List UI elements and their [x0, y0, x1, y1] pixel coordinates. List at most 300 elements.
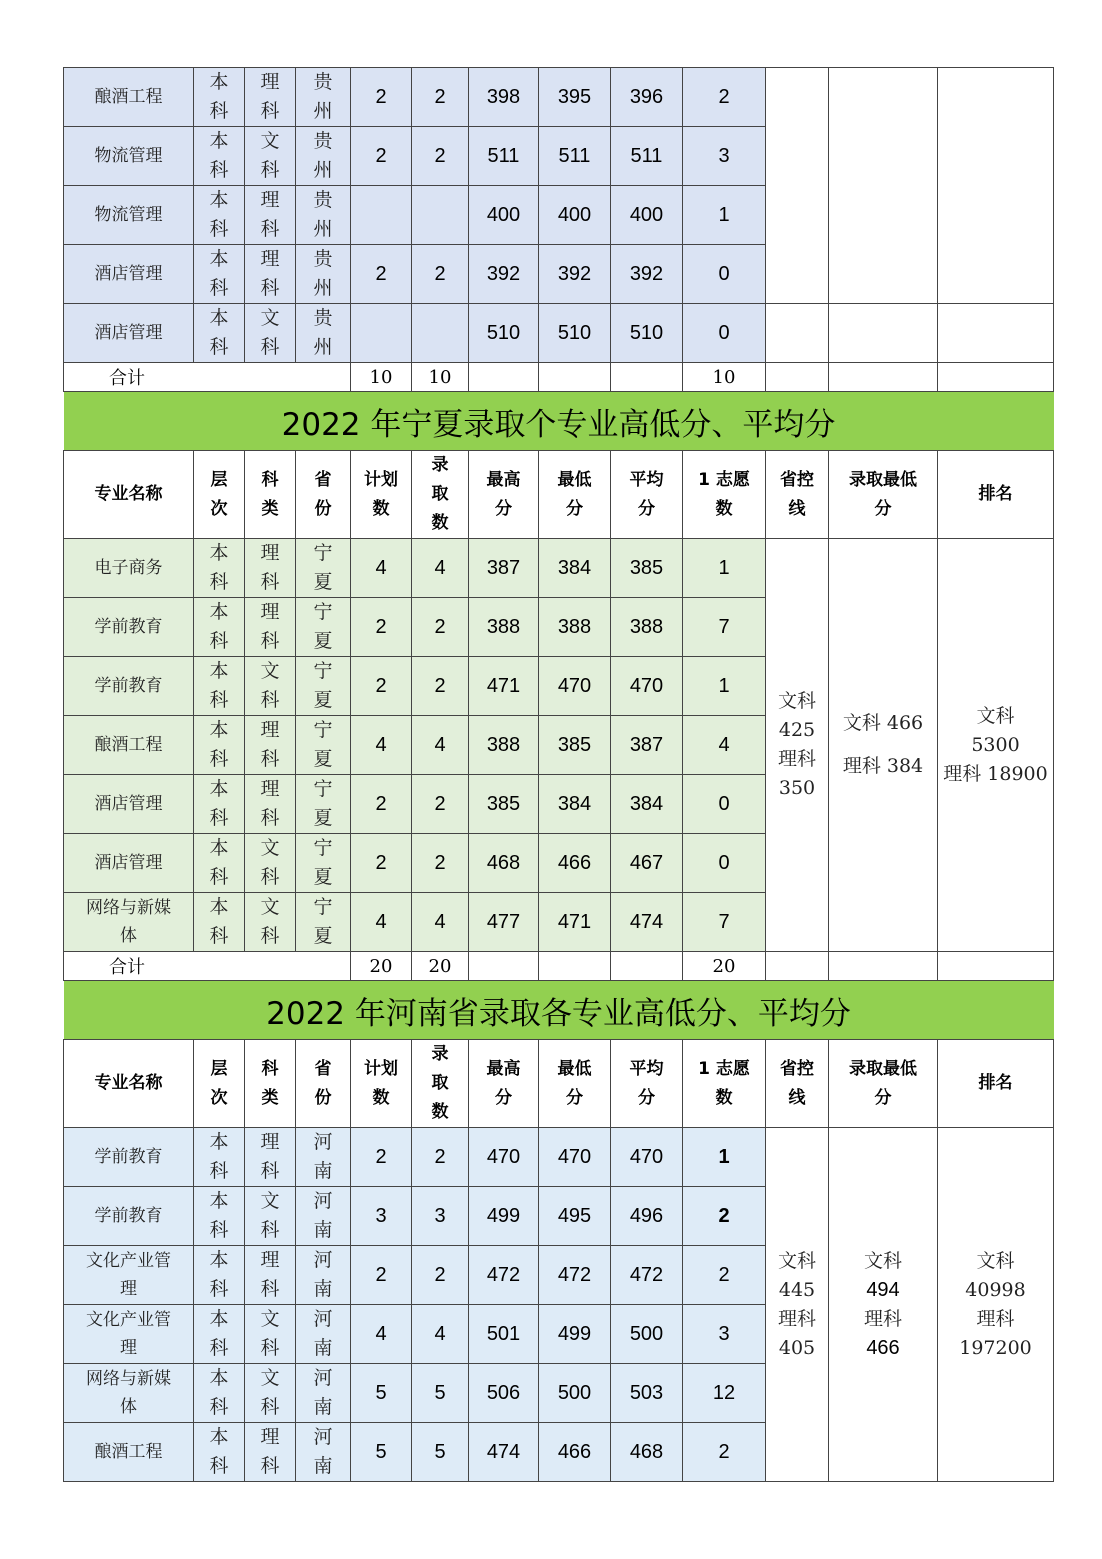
category-char: 理 — [260, 1131, 280, 1153]
admitted-count: 2 — [412, 127, 469, 186]
level-char: 科 — [209, 1396, 229, 1418]
level-char: 本 — [209, 837, 229, 859]
header-line: 最高 — [486, 1058, 521, 1079]
rank-text: 理科 18900 — [943, 762, 1048, 785]
min-score: 466 — [539, 834, 611, 893]
province-cell — [296, 834, 351, 893]
max-score: 474 — [469, 1423, 539, 1482]
province-cell — [296, 598, 351, 657]
category-cell — [245, 893, 296, 952]
major-name-line: 体 — [120, 1397, 137, 1417]
col-header-plan — [351, 1040, 412, 1128]
col-header-province — [296, 451, 351, 539]
total-empty — [611, 363, 683, 392]
province-char: 宁 — [313, 778, 333, 800]
max-score: 499 — [469, 1187, 539, 1246]
province-char: 宁 — [313, 660, 333, 682]
min-score: 392 — [539, 245, 611, 304]
control-line-cell — [766, 68, 829, 304]
level-char: 本 — [209, 1367, 229, 1389]
header-line: 分 — [638, 1087, 655, 1108]
total-empty — [469, 363, 539, 392]
level-char: 科 — [209, 925, 229, 947]
rank-cell — [938, 1128, 1054, 1482]
header-line: 层 — [210, 469, 228, 490]
header-line: 分 — [566, 1087, 583, 1108]
first-choice-count: 7 — [683, 598, 766, 657]
admitted-count — [412, 186, 469, 245]
plan-count: 2 — [351, 834, 412, 893]
level-char: 本 — [209, 1426, 229, 1448]
major-name-text: 酿酒工程 — [94, 735, 163, 755]
category-char: 科 — [260, 807, 280, 829]
header-line: 分 — [874, 498, 892, 519]
min-admit-text: 理科 — [863, 1307, 902, 1330]
total-label: 合计 — [64, 952, 351, 981]
first-choice-count: 1 — [683, 1128, 766, 1187]
level-cell — [194, 598, 245, 657]
rank-text: 理科 — [976, 1307, 1015, 1330]
min-score: 395 — [539, 68, 611, 127]
category-cell — [245, 186, 296, 245]
province-char: 夏 — [313, 689, 333, 711]
header-line: 层 — [210, 1058, 228, 1079]
min-score: 470 — [539, 1128, 611, 1187]
province-cell — [296, 1128, 351, 1187]
plan-count: 3 — [351, 1187, 412, 1246]
total-row — [64, 363, 1054, 392]
level-char: 本 — [209, 1131, 229, 1153]
header-line: 最高 — [486, 469, 521, 490]
min-admit-cell — [829, 304, 938, 363]
column-header-row — [64, 451, 1054, 539]
major-name — [64, 1423, 194, 1482]
total-plan: 20 — [351, 952, 412, 981]
admitted-count: 5 — [412, 1423, 469, 1482]
category-char: 理 — [260, 778, 280, 800]
category-cell — [245, 127, 296, 186]
level-char: 科 — [209, 100, 229, 122]
category-char: 文 — [260, 896, 280, 918]
plan-count: 2 — [351, 1128, 412, 1187]
category-char: 科 — [260, 866, 280, 888]
plan-count: 2 — [351, 1246, 412, 1305]
total-empty — [829, 363, 938, 392]
header-line: 分 — [495, 1087, 512, 1108]
rank-cell — [938, 68, 1054, 304]
total-empty — [938, 952, 1054, 981]
major-name — [64, 304, 194, 363]
province-char: 州 — [313, 218, 333, 240]
avg-score: 510 — [611, 304, 683, 363]
category-cell — [245, 1128, 296, 1187]
header-line: 次 — [210, 498, 228, 519]
major-name — [64, 1128, 194, 1187]
province-cell — [296, 68, 351, 127]
province-cell — [296, 1423, 351, 1482]
max-score: 388 — [469, 716, 539, 775]
level-char: 科 — [209, 807, 229, 829]
avg-score: 400 — [611, 186, 683, 245]
first-choice-count: 2 — [683, 1187, 766, 1246]
max-score: 477 — [469, 893, 539, 952]
first-choice-count: 3 — [683, 1305, 766, 1364]
category-char: 科 — [260, 1219, 280, 1241]
province-char: 南 — [313, 1160, 333, 1182]
level-cell — [194, 68, 245, 127]
level-char: 本 — [209, 1249, 229, 1271]
min-score: 385 — [539, 716, 611, 775]
province-char: 夏 — [313, 571, 333, 593]
header-line: 平均 — [629, 469, 664, 490]
header-line: 录 — [431, 1044, 449, 1064]
province-char: 南 — [313, 1219, 333, 1241]
admitted-count: 2 — [412, 834, 469, 893]
category-char: 科 — [260, 689, 280, 711]
rank-text: 40998 — [965, 1278, 1026, 1301]
level-char: 本 — [209, 778, 229, 800]
province-char: 贵 — [313, 189, 333, 211]
table-row — [64, 1128, 1054, 1187]
admitted-count: 2 — [412, 657, 469, 716]
category-char: 科 — [260, 1160, 280, 1182]
major-name-text: 电子商务 — [94, 558, 163, 578]
province-char: 河 — [313, 1131, 333, 1153]
avg-score: 470 — [611, 1128, 683, 1187]
col-header-level — [194, 1040, 245, 1128]
max-score: 472 — [469, 1246, 539, 1305]
col-header-min-admit — [829, 451, 938, 539]
major-name-line: 体 — [120, 926, 137, 946]
admitted-count: 3 — [412, 1187, 469, 1246]
total-empty — [539, 363, 611, 392]
level-char: 本 — [209, 542, 229, 564]
col-header-rank: 排名 — [938, 1040, 1054, 1128]
level-cell — [194, 716, 245, 775]
province-char: 河 — [313, 1308, 333, 1330]
plan-count: 5 — [351, 1364, 412, 1423]
col-header-plan — [351, 451, 412, 539]
category-char: 科 — [260, 925, 280, 947]
level-cell — [194, 893, 245, 952]
admitted-count: 4 — [412, 893, 469, 952]
admitted-count: 4 — [412, 539, 469, 598]
category-char: 理 — [260, 601, 280, 623]
rank-text: 5300 — [971, 733, 1020, 756]
province-cell — [296, 1246, 351, 1305]
first-choice-count: 1 — [683, 657, 766, 716]
province-char: 贵 — [313, 71, 333, 93]
level-cell — [194, 775, 245, 834]
header-line: 科 — [261, 1058, 279, 1079]
category-cell — [245, 598, 296, 657]
province-cell — [296, 186, 351, 245]
control-line-cell — [766, 304, 829, 363]
first-choice-count: 3 — [683, 127, 766, 186]
category-char: 科 — [260, 748, 280, 770]
section-title-row — [64, 981, 1054, 1040]
level-cell — [194, 304, 245, 363]
major-name-line: 理 — [120, 1338, 137, 1358]
header-line: 数 — [372, 498, 390, 519]
avg-score: 496 — [611, 1187, 683, 1246]
header-line: 录 — [431, 455, 449, 475]
min-score: 466 — [539, 1423, 611, 1482]
level-char: 科 — [209, 218, 229, 240]
total-first-choice: 10 — [683, 363, 766, 392]
province-cell — [296, 539, 351, 598]
plan-count: 4 — [351, 539, 412, 598]
first-choice-count: 1 — [683, 539, 766, 598]
category-char: 理 — [260, 1426, 280, 1448]
admitted-count: 4 — [412, 716, 469, 775]
total-first-choice: 20 — [683, 952, 766, 981]
level-cell — [194, 1128, 245, 1187]
total-row — [64, 952, 1054, 981]
level-char: 本 — [209, 1308, 229, 1330]
min-admit-cell — [829, 539, 938, 952]
major-name — [64, 68, 194, 127]
category-cell — [245, 1305, 296, 1364]
major-name — [64, 716, 194, 775]
header-line: 取 — [431, 1073, 449, 1093]
major-name-text: 学前教育 — [94, 1147, 163, 1167]
avg-score: 470 — [611, 657, 683, 716]
header-line: 录取最低 — [849, 469, 917, 490]
admitted-count: 2 — [412, 775, 469, 834]
header-line: 类 — [261, 1087, 279, 1108]
level-cell — [194, 127, 245, 186]
level-cell — [194, 539, 245, 598]
major-name-text: 物流管理 — [94, 205, 163, 225]
category-cell — [245, 775, 296, 834]
col-header-avg — [611, 451, 683, 539]
category-cell — [245, 657, 296, 716]
admitted-count: 2 — [412, 1246, 469, 1305]
admitted-count: 5 — [412, 1364, 469, 1423]
admission-scores-document — [63, 67, 1053, 1482]
total-empty — [539, 952, 611, 981]
min-admit-text: 文科 466 — [842, 712, 924, 734]
control-line-text: 425 — [778, 719, 816, 741]
avg-score: 500 — [611, 1305, 683, 1364]
col-header-control-line — [766, 451, 829, 539]
total-plan: 10 — [351, 363, 412, 392]
major-name-text: 学前教育 — [94, 617, 163, 637]
first-choice-count: 12 — [683, 1364, 766, 1423]
level-char: 本 — [209, 1190, 229, 1212]
level-char: 科 — [209, 1219, 229, 1241]
province-char: 河 — [313, 1426, 333, 1448]
major-name-text: 酒店管理 — [94, 794, 163, 814]
level-char: 本 — [209, 719, 229, 741]
header-line: 省 — [314, 1058, 332, 1079]
level-char: 科 — [209, 1455, 229, 1477]
major-name — [64, 1246, 194, 1305]
province-char: 州 — [313, 159, 333, 181]
header-line: 次 — [210, 1087, 228, 1108]
category-char: 文 — [260, 1367, 280, 1389]
category-char: 科 — [260, 277, 280, 299]
col-header-province — [296, 1040, 351, 1128]
control-line-text: 445 — [778, 1278, 816, 1301]
major-name-line: 文化产业管 — [86, 1251, 171, 1271]
col-header-first-choice — [683, 1040, 766, 1128]
control-line-text: 405 — [778, 1336, 816, 1359]
avg-score: 503 — [611, 1364, 683, 1423]
plan-count: 4 — [351, 716, 412, 775]
major-name-text: 学前教育 — [94, 1206, 163, 1226]
avg-score: 467 — [611, 834, 683, 893]
plan-count: 2 — [351, 657, 412, 716]
control-line-cell — [766, 539, 829, 952]
header-line: 线 — [788, 1087, 806, 1108]
category-char: 理 — [260, 189, 280, 211]
control-line-text: 文科 — [777, 1249, 816, 1272]
province-char: 南 — [313, 1455, 333, 1477]
major-name-text: 酒店管理 — [94, 853, 163, 873]
level-char: 科 — [209, 159, 229, 181]
control-line-text: 文科 — [777, 690, 816, 712]
max-score: 385 — [469, 775, 539, 834]
province-char: 贵 — [313, 248, 333, 270]
category-char: 文 — [260, 1190, 280, 1212]
level-cell — [194, 186, 245, 245]
major-name — [64, 127, 194, 186]
min-admit-text: 494 — [866, 1278, 900, 1301]
province-cell — [296, 893, 351, 952]
header-line: 省控 — [780, 1058, 814, 1079]
table-row — [64, 304, 1054, 363]
col-header-min-admit — [829, 1040, 938, 1128]
major-name-text: 酒店管理 — [94, 264, 163, 284]
level-char: 科 — [209, 689, 229, 711]
major-name — [64, 598, 194, 657]
major-name — [64, 657, 194, 716]
major-name — [64, 186, 194, 245]
header-line: 科 — [261, 469, 279, 490]
rank-text: 文科 — [976, 1249, 1015, 1272]
min-score: 511 — [539, 127, 611, 186]
min-admit-text: 466 — [866, 1336, 900, 1359]
level-char: 科 — [209, 1337, 229, 1359]
major-name-text: 学前教育 — [94, 676, 163, 696]
header-line: 数 — [715, 498, 733, 519]
min-score: 471 — [539, 893, 611, 952]
category-char: 理 — [260, 719, 280, 741]
admitted-count: 2 — [412, 598, 469, 657]
section-title: 2022 年河南省录取各专业高低分、平均分 — [64, 981, 1054, 1040]
category-char: 科 — [260, 159, 280, 181]
header-line: 分 — [874, 1087, 892, 1108]
major-name-line: 网络与新媒 — [86, 1369, 171, 1389]
max-score: 501 — [469, 1305, 539, 1364]
min-score: 388 — [539, 598, 611, 657]
category-char: 科 — [260, 336, 280, 358]
plan-count: 4 — [351, 893, 412, 952]
min-score: 510 — [539, 304, 611, 363]
col-header-category — [245, 1040, 296, 1128]
col-header-major: 专业名称 — [64, 451, 194, 539]
province-char: 宁 — [313, 542, 333, 564]
col-header-max — [469, 1040, 539, 1128]
rank-cell — [938, 539, 1054, 952]
province-char: 南 — [313, 1396, 333, 1418]
province-char: 南 — [313, 1278, 333, 1300]
level-char: 科 — [209, 1278, 229, 1300]
min-score: 500 — [539, 1364, 611, 1423]
avg-score: 384 — [611, 775, 683, 834]
major-name — [64, 539, 194, 598]
max-score: 388 — [469, 598, 539, 657]
category-cell — [245, 245, 296, 304]
header-line: 省 — [314, 469, 332, 490]
header-line: 数 — [431, 1102, 449, 1122]
header-line: 分 — [495, 498, 512, 519]
admission-table — [63, 67, 1054, 1482]
province-cell — [296, 1305, 351, 1364]
level-char: 本 — [209, 248, 229, 270]
header-line: 类 — [261, 498, 279, 519]
column-header-row — [64, 1040, 1054, 1128]
max-score: 511 — [469, 127, 539, 186]
first-choice-count: 0 — [683, 775, 766, 834]
plan-count: 2 — [351, 68, 412, 127]
first-choice-count: 1 — [683, 186, 766, 245]
header-line: 平均 — [629, 1058, 664, 1079]
major-name — [64, 893, 194, 952]
header-line: 份 — [314, 498, 332, 519]
avg-score: 472 — [611, 1246, 683, 1305]
min-admit-text: 文科 — [863, 1249, 902, 1272]
plan-count: 4 — [351, 1305, 412, 1364]
major-name-line: 理 — [120, 1279, 137, 1299]
header-line: 分 — [566, 498, 583, 519]
province-char: 州 — [313, 100, 333, 122]
avg-score: 468 — [611, 1423, 683, 1482]
category-char: 科 — [260, 100, 280, 122]
header-line: 取 — [431, 484, 449, 504]
header-line: 线 — [788, 498, 806, 519]
province-cell — [296, 716, 351, 775]
min-admit-cell — [829, 68, 938, 304]
max-score: 510 — [469, 304, 539, 363]
min-score: 472 — [539, 1246, 611, 1305]
province-cell — [296, 304, 351, 363]
category-char: 科 — [260, 1337, 280, 1359]
header-line: 数 — [372, 1087, 390, 1108]
control-line-text: 理科 — [777, 748, 816, 770]
min-score: 495 — [539, 1187, 611, 1246]
category-cell — [245, 539, 296, 598]
table-row — [64, 68, 1054, 127]
plan-count — [351, 186, 412, 245]
max-score: 470 — [469, 1128, 539, 1187]
col-header-category — [245, 451, 296, 539]
first-choice-count: 4 — [683, 716, 766, 775]
control-line-text: 理科 — [777, 1307, 816, 1330]
admitted-count: 2 — [412, 1128, 469, 1187]
admitted-count: 2 — [412, 68, 469, 127]
avg-score: 388 — [611, 598, 683, 657]
col-header-min — [539, 1040, 611, 1128]
plan-count — [351, 304, 412, 363]
first-choice-count: 2 — [683, 1246, 766, 1305]
header-line: 最低 — [557, 1058, 592, 1079]
col-header-admitted — [412, 1040, 469, 1128]
category-cell — [245, 716, 296, 775]
avg-score: 396 — [611, 68, 683, 127]
